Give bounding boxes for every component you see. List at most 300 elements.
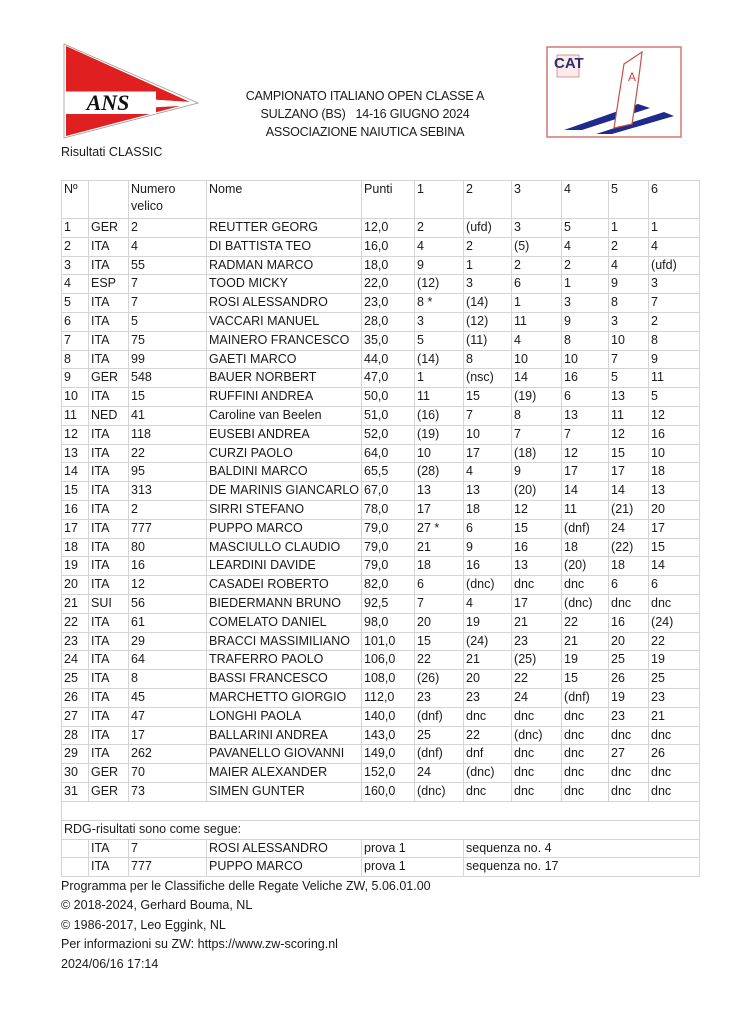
cell-race-1: (dnf) bbox=[415, 707, 464, 726]
cell-race-6: dnc bbox=[649, 594, 700, 613]
cell-race-3: 24 bbox=[512, 688, 562, 707]
cell-nation: ITA bbox=[89, 557, 129, 576]
cell-race-2: 4 bbox=[464, 594, 512, 613]
table-row bbox=[62, 707, 700, 726]
cell-race-4: 6 bbox=[562, 388, 609, 407]
results-subtitle: Risultati CLASSIC bbox=[61, 145, 163, 159]
cell-sail-number: 15 bbox=[129, 388, 207, 407]
cell-race-6: 5 bbox=[649, 388, 700, 407]
table-row bbox=[62, 613, 700, 632]
cell-name: BALLARINI ANDREA bbox=[207, 726, 362, 745]
cell-race-4: 11 bbox=[562, 500, 609, 519]
col-header-number: Nº bbox=[62, 181, 89, 219]
cell-name: RUFFINI ANDREA bbox=[207, 388, 362, 407]
cell-race-5: 12 bbox=[609, 425, 649, 444]
col-header-points: Punti bbox=[362, 181, 415, 219]
table-row bbox=[62, 425, 700, 444]
cell-sail-number: 12 bbox=[129, 576, 207, 595]
cell-sail-number: 45 bbox=[129, 688, 207, 707]
cell-race-2: (nsc) bbox=[464, 369, 512, 388]
table-row bbox=[62, 500, 700, 519]
cell-race-3: 14 bbox=[512, 369, 562, 388]
cell-race-2: 9 bbox=[464, 538, 512, 557]
ans-logo-text: ANS bbox=[86, 90, 130, 115]
cat-logo-text: CAT bbox=[554, 55, 584, 72]
col-header-race-4: 4 bbox=[562, 181, 609, 219]
cell-race-1: 11 bbox=[415, 388, 464, 407]
table-row bbox=[62, 350, 700, 369]
cell-race-2: 7 bbox=[464, 406, 512, 425]
cell-race-3: 13 bbox=[512, 557, 562, 576]
cell-race-2: 21 bbox=[464, 651, 512, 670]
cell-race-5: 1 bbox=[609, 219, 649, 238]
footer bbox=[61, 877, 431, 974]
table-row bbox=[62, 519, 700, 538]
cell-race-4: 16 bbox=[562, 369, 609, 388]
cell-race-1: 8 * bbox=[415, 294, 464, 313]
col-header-race-5: 5 bbox=[609, 181, 649, 219]
cell-race-5: dnc bbox=[609, 726, 649, 745]
cell-race-6: 26 bbox=[649, 745, 700, 764]
cell-race-3: 11 bbox=[512, 312, 562, 331]
cell-race-1: 5 bbox=[415, 331, 464, 350]
cell-sail-number: 8 bbox=[129, 670, 207, 689]
cell-race-1: 24 bbox=[415, 764, 464, 783]
table-row bbox=[62, 237, 700, 256]
cell-points: 64,0 bbox=[362, 444, 415, 463]
cell-rank: 30 bbox=[62, 764, 89, 783]
cell-race-1: 22 bbox=[415, 651, 464, 670]
cell-race-6: dnc bbox=[649, 782, 700, 801]
cell-race-3: 23 bbox=[512, 632, 562, 651]
cell-points: 140,0 bbox=[362, 707, 415, 726]
table-row bbox=[62, 726, 700, 745]
cell-rank: 3 bbox=[62, 256, 89, 275]
cell-sail-number: 22 bbox=[129, 444, 207, 463]
cell-sail-number: 61 bbox=[129, 613, 207, 632]
cell-race-5: 4 bbox=[609, 256, 649, 275]
cell-race-2: dnf bbox=[464, 745, 512, 764]
cell-race-1: (dnf) bbox=[415, 745, 464, 764]
cell-nation: ITA bbox=[89, 388, 129, 407]
cell-race-5: 25 bbox=[609, 651, 649, 670]
cell-sail-number: 64 bbox=[129, 651, 207, 670]
cell-race-6: 13 bbox=[649, 482, 700, 501]
cell-points: 12,0 bbox=[362, 219, 415, 238]
cell-sail-number: 80 bbox=[129, 538, 207, 557]
cell-sail-number: 99 bbox=[129, 350, 207, 369]
cell-race-6: 25 bbox=[649, 670, 700, 689]
cell-race-3: 2 bbox=[512, 256, 562, 275]
cell-rank: 17 bbox=[62, 519, 89, 538]
cell-rank: 8 bbox=[62, 350, 89, 369]
cell-race-3: (25) bbox=[512, 651, 562, 670]
cell-race-4: 22 bbox=[562, 613, 609, 632]
table-row bbox=[62, 294, 700, 313]
rdg-title: RDG-risultati sono come segue: bbox=[62, 820, 700, 839]
cell-race-5: 18 bbox=[609, 557, 649, 576]
cell-race-1: 7 bbox=[415, 594, 464, 613]
cell-rank: 16 bbox=[62, 500, 89, 519]
cell-race-2: 1 bbox=[464, 256, 512, 275]
cell-race-1: 10 bbox=[415, 444, 464, 463]
cell-race-5: (22) bbox=[609, 538, 649, 557]
cell-race-5: 9 bbox=[609, 275, 649, 294]
cell-race-2: dnc bbox=[464, 782, 512, 801]
cell-name: LONGHI PAOLA bbox=[207, 707, 362, 726]
cell-rank: 4 bbox=[62, 275, 89, 294]
blank-cell bbox=[62, 801, 700, 820]
table-row bbox=[62, 463, 700, 482]
cell-sail-number: 55 bbox=[129, 256, 207, 275]
cell-race-4: (dnc) bbox=[562, 594, 609, 613]
cell-race-4: 4 bbox=[562, 237, 609, 256]
cell-race-5: 7 bbox=[609, 350, 649, 369]
cell-race-6: 14 bbox=[649, 557, 700, 576]
table-row bbox=[62, 688, 700, 707]
cell-race-6: dnc bbox=[649, 764, 700, 783]
cell-rank: 1 bbox=[62, 219, 89, 238]
cell-race-5: (21) bbox=[609, 500, 649, 519]
cell-race-6: 6 bbox=[649, 576, 700, 595]
col-header-race-6: 6 bbox=[649, 181, 700, 219]
cell-name: REUTTER GEORG bbox=[207, 219, 362, 238]
cell-race-5: dnc bbox=[609, 782, 649, 801]
cell-nation: ITA bbox=[89, 688, 129, 707]
cell-race-3: (18) bbox=[512, 444, 562, 463]
results-table bbox=[61, 180, 700, 877]
cell-rank: 19 bbox=[62, 557, 89, 576]
cell-points: 51,0 bbox=[362, 406, 415, 425]
cell-rank: 22 bbox=[62, 613, 89, 632]
cell-nation: ITA bbox=[89, 707, 129, 726]
table-row bbox=[62, 256, 700, 275]
event-title-line3: ASSOCIAZIONE NAIUTICA SEBINA bbox=[265, 125, 465, 139]
cell-nation: ITA bbox=[89, 632, 129, 651]
cell-sail-number: 73 bbox=[129, 782, 207, 801]
cell-race-5: 13 bbox=[609, 388, 649, 407]
cell-race-4: 10 bbox=[562, 350, 609, 369]
cell-nation: NED bbox=[89, 406, 129, 425]
cell-points: 67,0 bbox=[362, 482, 415, 501]
cell-nation: SUI bbox=[89, 594, 129, 613]
cell-race-4: (dnf) bbox=[562, 688, 609, 707]
table-row bbox=[62, 557, 700, 576]
cell-sail-number: 47 bbox=[129, 707, 207, 726]
cell-name: DI BATTISTA TEO bbox=[207, 237, 362, 256]
table-row bbox=[62, 444, 700, 463]
cell-name: GAETI MARCO bbox=[207, 350, 362, 369]
cell-race-6: 9 bbox=[649, 350, 700, 369]
cell-name: MARCHETTO GIORGIO bbox=[207, 688, 362, 707]
cell-race-3: dnc bbox=[512, 576, 562, 595]
cell-sail-number: 262 bbox=[129, 745, 207, 764]
cell-points: 23,0 bbox=[362, 294, 415, 313]
cell-points: 79,0 bbox=[362, 557, 415, 576]
cell-nation: ITA bbox=[89, 312, 129, 331]
cell-race-4: (dnf) bbox=[562, 519, 609, 538]
cell-nation: ITA bbox=[89, 576, 129, 595]
cell-race-1: (dnc) bbox=[415, 782, 464, 801]
cell-race-1: 6 bbox=[415, 576, 464, 595]
cell-race-2: 8 bbox=[464, 350, 512, 369]
cell-sail-number: 16 bbox=[129, 557, 207, 576]
cell-race-3: 3 bbox=[512, 219, 562, 238]
cell-race-2: (11) bbox=[464, 331, 512, 350]
cell-race-4: 12 bbox=[562, 444, 609, 463]
cell-race-2: 4 bbox=[464, 463, 512, 482]
cell-race-5: 24 bbox=[609, 519, 649, 538]
table-row bbox=[62, 219, 700, 238]
cell-name: BIEDERMANN BRUNO bbox=[207, 594, 362, 613]
cell-race-6: 19 bbox=[649, 651, 700, 670]
cell-points: 92,5 bbox=[362, 594, 415, 613]
cell-name: TRAFERRO PAOLO bbox=[207, 651, 362, 670]
cell-race-1: 27 * bbox=[415, 519, 464, 538]
col-header-sail-line2: velico bbox=[131, 199, 163, 213]
cell-name: LEARDINI DAVIDE bbox=[207, 557, 362, 576]
cell-name: MAIER ALEXANDER bbox=[207, 764, 362, 783]
table-row bbox=[62, 576, 700, 595]
table-row bbox=[62, 782, 700, 801]
cell-race-2: 3 bbox=[464, 275, 512, 294]
cell-race-3: (dnc) bbox=[512, 726, 562, 745]
sail-letter: A bbox=[627, 70, 637, 84]
cell-race-5: 8 bbox=[609, 294, 649, 313]
cell-race-2: 23 bbox=[464, 688, 512, 707]
cell-sail-number: 29 bbox=[129, 632, 207, 651]
cell-race-4: dnc bbox=[562, 782, 609, 801]
cell-race-2: (14) bbox=[464, 294, 512, 313]
cell-race-5: 17 bbox=[609, 463, 649, 482]
cell-rank: 9 bbox=[62, 369, 89, 388]
cell-sail-number: 75 bbox=[129, 331, 207, 350]
cell-sail-number: 313 bbox=[129, 482, 207, 501]
cell-race-3: 4 bbox=[512, 331, 562, 350]
cell-race-4: 14 bbox=[562, 482, 609, 501]
cell-race-1: 25 bbox=[415, 726, 464, 745]
cell-nation: ITA bbox=[89, 256, 129, 275]
cell-race-6: 18 bbox=[649, 463, 700, 482]
cell-name: MAINERO FRANCESCO bbox=[207, 331, 362, 350]
cell-race-3: 10 bbox=[512, 350, 562, 369]
cell-race-2: 16 bbox=[464, 557, 512, 576]
cell-race-5: 19 bbox=[609, 688, 649, 707]
cell-name: Caroline van Beelen bbox=[207, 406, 362, 425]
rdg-sequence: sequenza no. 17 bbox=[464, 858, 700, 877]
cell-rank: 6 bbox=[62, 312, 89, 331]
cell-race-6: 7 bbox=[649, 294, 700, 313]
table-row bbox=[62, 406, 700, 425]
cell-race-6: 21 bbox=[649, 707, 700, 726]
cell-nation: ITA bbox=[89, 350, 129, 369]
rdg-sail-number: 777 bbox=[129, 858, 207, 877]
cell-points: 149,0 bbox=[362, 745, 415, 764]
cell-race-2: (dnc) bbox=[464, 576, 512, 595]
cell-race-3: 15 bbox=[512, 519, 562, 538]
cell-points: 79,0 bbox=[362, 519, 415, 538]
footer-info-link[interactable]: Per informazioni su ZW: https://www.zw-scoring.nl bbox=[61, 937, 338, 952]
cell-race-6: (ufd) bbox=[649, 256, 700, 275]
cell-race-1: 23 bbox=[415, 688, 464, 707]
cell-race-3: dnc bbox=[512, 745, 562, 764]
cell-sail-number: 56 bbox=[129, 594, 207, 613]
table-row bbox=[62, 632, 700, 651]
rdg-sequence: sequenza no. 4 bbox=[464, 839, 700, 858]
table-row bbox=[62, 369, 700, 388]
cell-points: 152,0 bbox=[362, 764, 415, 783]
cell-race-3: dnc bbox=[512, 707, 562, 726]
rdg-row bbox=[62, 839, 700, 858]
footer-copyright-2: © 1986-2017, Leo Eggink, NL bbox=[61, 917, 226, 932]
cell-race-1: 17 bbox=[415, 500, 464, 519]
cell-rank: 7 bbox=[62, 331, 89, 350]
cell-rank: 5 bbox=[62, 294, 89, 313]
cell-race-6: 16 bbox=[649, 425, 700, 444]
table-row bbox=[62, 538, 700, 557]
cell-race-1: 9 bbox=[415, 256, 464, 275]
cell-nation: GER bbox=[89, 764, 129, 783]
cell-sail-number: 777 bbox=[129, 519, 207, 538]
table-header-row bbox=[62, 181, 700, 219]
cell-race-5: 20 bbox=[609, 632, 649, 651]
cell-race-4: 1 bbox=[562, 275, 609, 294]
cell-race-5: 10 bbox=[609, 331, 649, 350]
cell-race-3: 6 bbox=[512, 275, 562, 294]
rdg-title-row bbox=[62, 820, 700, 839]
cell-name: RADMAN MARCO bbox=[207, 256, 362, 275]
rdg-empty bbox=[62, 858, 89, 877]
cell-race-5: 26 bbox=[609, 670, 649, 689]
cell-name: VACCARI MANUEL bbox=[207, 312, 362, 331]
cell-race-3: 7 bbox=[512, 425, 562, 444]
cell-name: BASSI FRANCESCO bbox=[207, 670, 362, 689]
cell-race-4: 19 bbox=[562, 651, 609, 670]
cell-race-4: 18 bbox=[562, 538, 609, 557]
cell-race-6: 22 bbox=[649, 632, 700, 651]
cell-sail-number: 7 bbox=[129, 275, 207, 294]
blank-row bbox=[62, 801, 700, 820]
col-header-race-2: 2 bbox=[464, 181, 512, 219]
cell-rank: 15 bbox=[62, 482, 89, 501]
cell-rank: 23 bbox=[62, 632, 89, 651]
cell-race-3: dnc bbox=[512, 764, 562, 783]
cell-points: 143,0 bbox=[362, 726, 415, 745]
cell-points: 18,0 bbox=[362, 256, 415, 275]
col-header-nation bbox=[89, 181, 129, 219]
cell-points: 101,0 bbox=[362, 632, 415, 651]
cell-points: 78,0 bbox=[362, 500, 415, 519]
cell-race-5: 16 bbox=[609, 613, 649, 632]
cell-race-4: 13 bbox=[562, 406, 609, 425]
cell-points: 79,0 bbox=[362, 538, 415, 557]
table-row bbox=[62, 670, 700, 689]
event-title bbox=[200, 87, 530, 141]
cell-nation: GER bbox=[89, 782, 129, 801]
cell-nation: ITA bbox=[89, 726, 129, 745]
cell-name: BAUER NORBERT bbox=[207, 369, 362, 388]
cell-sail-number: 7 bbox=[129, 294, 207, 313]
cell-race-4: dnc bbox=[562, 576, 609, 595]
cell-race-4: 7 bbox=[562, 425, 609, 444]
table-row bbox=[62, 331, 700, 350]
cell-points: 22,0 bbox=[362, 275, 415, 294]
cell-race-1: 4 bbox=[415, 237, 464, 256]
event-title-line2: SULZANO (BS) 14-16 GIUGNO 2024 bbox=[260, 107, 470, 121]
cell-race-2: (ufd) bbox=[464, 219, 512, 238]
rdg-name: PUPPO MARCO bbox=[207, 858, 362, 877]
cell-race-1: (16) bbox=[415, 406, 464, 425]
rdg-empty bbox=[62, 839, 89, 858]
cell-race-5: 14 bbox=[609, 482, 649, 501]
cell-race-2: dnc bbox=[464, 707, 512, 726]
cell-name: PUPPO MARCO bbox=[207, 519, 362, 538]
rdg-sail-number: 7 bbox=[129, 839, 207, 858]
cell-name: EUSEBI ANDREA bbox=[207, 425, 362, 444]
cell-nation: ESP bbox=[89, 275, 129, 294]
footer-program: Programma per le Classifiche delle Regate Veliche ZW, 5.06.01.00 bbox=[61, 879, 431, 893]
cell-sail-number: 2 bbox=[129, 219, 207, 238]
cell-race-4: 15 bbox=[562, 670, 609, 689]
cell-sail-number: 95 bbox=[129, 463, 207, 482]
cell-race-4: dnc bbox=[562, 745, 609, 764]
cell-points: 82,0 bbox=[362, 576, 415, 595]
cell-race-3: 9 bbox=[512, 463, 562, 482]
cell-nation: ITA bbox=[89, 670, 129, 689]
cell-points: 160,0 bbox=[362, 782, 415, 801]
cell-race-4: 3 bbox=[562, 294, 609, 313]
cell-race-6: (24) bbox=[649, 613, 700, 632]
cell-name: SIMEN GUNTER bbox=[207, 782, 362, 801]
cell-race-6: 10 bbox=[649, 444, 700, 463]
cell-race-6: 1 bbox=[649, 219, 700, 238]
cell-points: 44,0 bbox=[362, 350, 415, 369]
cell-points: 106,0 bbox=[362, 651, 415, 670]
table-row bbox=[62, 594, 700, 613]
cell-nation: ITA bbox=[89, 745, 129, 764]
cell-points: 28,0 bbox=[362, 312, 415, 331]
cell-race-4: dnc bbox=[562, 764, 609, 783]
cell-points: 108,0 bbox=[362, 670, 415, 689]
event-title-line1: CAMPIONATO ITALIANO OPEN CLASSE A bbox=[245, 89, 485, 103]
cell-race-4: dnc bbox=[562, 726, 609, 745]
rdg-race: prova 1 bbox=[362, 858, 464, 877]
cell-race-4: 9 bbox=[562, 312, 609, 331]
cell-sail-number: 2 bbox=[129, 500, 207, 519]
cell-points: 98,0 bbox=[362, 613, 415, 632]
cell-race-3: 8 bbox=[512, 406, 562, 425]
cell-rank: 12 bbox=[62, 425, 89, 444]
cell-race-5: 5 bbox=[609, 369, 649, 388]
table-row bbox=[62, 482, 700, 501]
cell-race-2: 15 bbox=[464, 388, 512, 407]
col-header-sail-line1: Numero bbox=[131, 182, 176, 196]
cell-race-5: 2 bbox=[609, 237, 649, 256]
table-row bbox=[62, 764, 700, 783]
cell-race-3: 16 bbox=[512, 538, 562, 557]
cell-race-1: 1 bbox=[415, 369, 464, 388]
cell-sail-number: 41 bbox=[129, 406, 207, 425]
cell-race-6: 23 bbox=[649, 688, 700, 707]
cell-nation: ITA bbox=[89, 651, 129, 670]
cell-race-3: 17 bbox=[512, 594, 562, 613]
cell-nation: ITA bbox=[89, 444, 129, 463]
rdg-row bbox=[62, 858, 700, 877]
cell-race-6: 20 bbox=[649, 500, 700, 519]
cell-race-5: 23 bbox=[609, 707, 649, 726]
cell-race-4: 21 bbox=[562, 632, 609, 651]
cell-rank: 20 bbox=[62, 576, 89, 595]
